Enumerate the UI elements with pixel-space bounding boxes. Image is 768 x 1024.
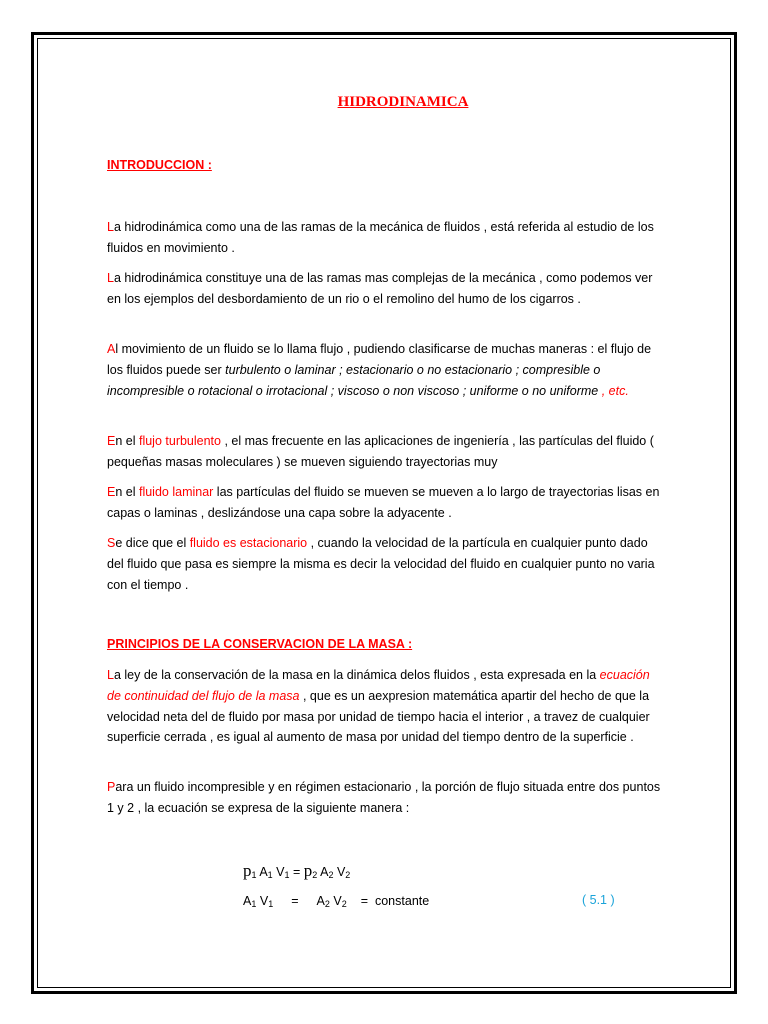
paragraph-3: Al movimiento de un fluido se lo llama flujo , pudiendo clasificarse de muchas maneras : el flujo de los fluidos puede ser turbulento o laminar ; estacionario o no estacionario ; compresible o incompresible o rotacional o irrotacional ; viscoso o non viscoso ; uniforme o no uniforme , etc. xyxy=(107,342,652,398)
page-title: HIDRODINAMICA xyxy=(337,94,469,110)
paragraph-5: En el fluido laminar las partículas del fluido se mueven se mueven a lo largo de trayectorias lisas en capas o laminas , deslizándose una capa sobre la adyacente . xyxy=(107,485,660,520)
intro-heading: INTRODUCCION : xyxy=(107,158,212,172)
equation-number: ( 5.1 ) xyxy=(582,893,615,907)
paragraph-2: La hidrodinámica constituye una de las ramas mas complejas de la mecánica , como podemos ver en los ejemplos del desbordamiento de un rio o el remolino del humo de los cigarros . xyxy=(107,271,653,306)
mass-conservation-heading: PRINCIPIOS DE LA CONSERVACION DE LA MASA : xyxy=(107,637,413,651)
paragraph-8: Para un fluido incompresible y en régimen estacionario , la porción de flujo situada entre dos puntos 1 y 2 , la ecuación se expresa de la siguiente manera : xyxy=(107,780,661,815)
paragraph-7: La ley de la conservación de la masa en la dinámica delos fluidos , esta expresada en la ecuación de continuidad del flujo de la masa , que es un aexpresion matemática apartir del hecho de que la velocidad neta del de fluido por masa por unidad de tiempo hacia el interior , a travez de cualquier superficie cerrada , es igual al aumento de masa por unidad del tiempo dentro de la superficie . xyxy=(107,668,650,745)
continuity-formula-mass: $p_1$ $A_1$ $V_1 = p_2$ $A_2$ $V_2$ xyxy=(243,861,351,880)
continuity-formula-flow: $A_1$ $V_1 = A_2$ $V_2$ = constante xyxy=(243,894,430,909)
paragraph-1: La hidrodinámica como una de las ramas de la mecánica de fluidos , está referida al estudio de los fluidos en movimiento . xyxy=(107,220,654,255)
paragraph-4: En el flujo turbulento , el mas frecuente en las aplicaciones de ingeniería , las partículas del fluido ( pequeñas masas moleculares ) se mueven siguiendo trayectorias muy xyxy=(107,434,654,469)
paragraph-6: Se dice que el fluido es estacionario , cuando la velocidad de la partícula en cualquier punto dado del fluido que pasa es siempre la misma es decir la velocidad del fluido en cualquier punto no varia con el tiempo . xyxy=(107,536,655,592)
